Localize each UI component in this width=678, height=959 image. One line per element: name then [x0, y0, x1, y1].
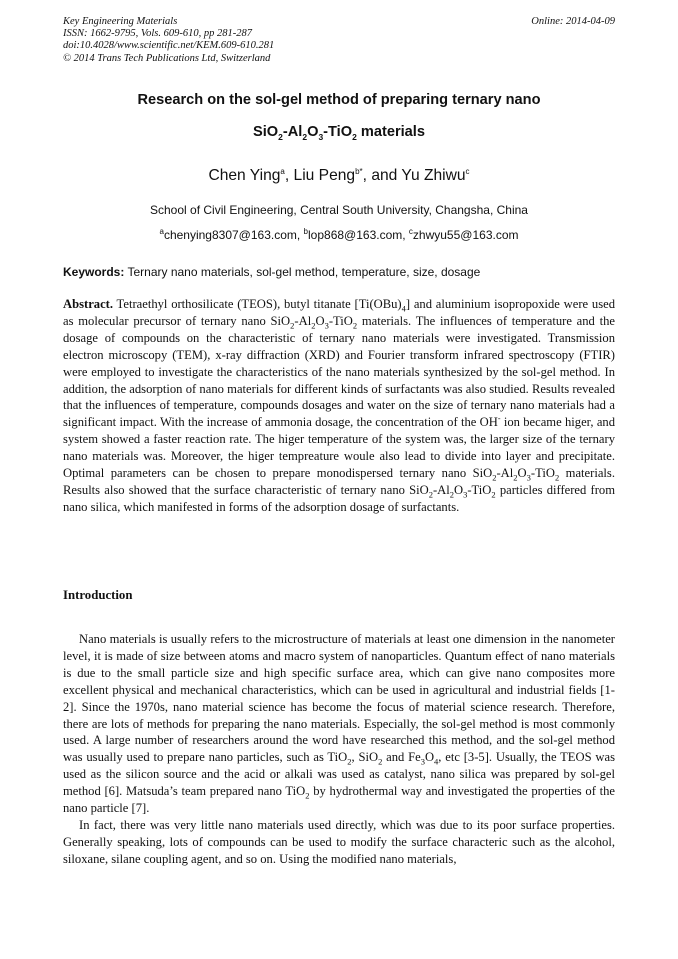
abstract-label: Abstract. [63, 297, 114, 311]
journal-name: Key Engineering Materials [63, 16, 178, 27]
affiliation: School of Civil Engineering, Central South University, Changsha, China [150, 203, 528, 217]
author-name: , and Yu Zhiwu [362, 167, 466, 184]
paper-title-line1: Research on the sol-gel method of preparing ternary nano [137, 92, 541, 108]
paragraph: Nano materials is usually refers to the microstructure of materials at least one dimension in the nanometer level, it is made of size between atoms and macro system of nanoparticles. Quantum effect of nano materials is due to the small particle size and high specific surface area, which can give nano composites more excellent physical and mechanical characteristics, which can be used in agricultural and industrial fields [1-2]. Since the 1970s, nano material science has become the focus of material science research. Therefore, there are lots of methods for preparing the nano materials. Especially, the sol-gel method is most commonly used. A large number of researchers around the word have researched this method, and the sol-gel method was usually used to prepare nano particles, such as TiO$_2$, SiO$_2$ and $Fe_3O_4$, etc [3-5]. Usually, the TEOS was used as the silicon source and the acid or alkali was used as catalyst, nano silica was prepared by sol-gel method [6]. Matsuda’s team prepared nano TiO$_2$ by hydrothermal way and investigated the properties of the nano particle [7]. [63, 632, 615, 816]
keywords-text: Ternary nano materials, sol-gel method, temperature, size, dosage [124, 265, 481, 279]
email-link[interactable]: chenying8307@163.com, [163, 228, 304, 242]
journal-issn: ISSN: 1662-9795, Vols. 609-610, pp 281-287 [63, 28, 252, 40]
keywords [63, 265, 615, 279]
author-emails: $^a$chenying8307@163.com, $^b$lop868@163.com, $^c$zhwyu55@163.com [159, 227, 519, 242]
abstract: Abstract. Tetraethyl orthosilicate (TEOS), butyl titanate $[Ti(OBu)_4]$ and aluminium isopropoxide were used as molecular precursor of ternary nano $SiO_2-Al_2O_3-TiO_2$ materials. The influences of temperature and the dosage of compounds on the characteristic of ternary nano materials were investigated. Transmission electron microscopy (TEM), x-ray diffraction (XRD) and Fourier transform infrared spectroscopy (FTIR) were employed to investigate the characteristics of the nano materials synthesized by the sol-gel method. In addition, the adsorption of nano materials for different kinds of surfactants was also studied. Results revealed that the influences of temperature, compounds dosages and water on the size of ternary nano materials had a significant impact. With the increase of ammonia dosage, the concentration of the OH- ion became higer, and system showed a faster reaction rate. The higer temperature of the system was, the larger size of the ternary nano materials was. Moreover, the higer tempreature woule also lead to divide into layer and precipitate. Optimal parameters can be chosen to prepare monodispersed ternary nano $SiO_2-Al_2O_3-TiO_2$ materials. Results also showed that the surface characteristic of ternary nano $SiO_2-Al_2O_3-TiO_2$ particles differed from nano silica, which manifested in forms of the adsorption dosage of surfactants. [63, 297, 616, 514]
email-link[interactable]: zhwyu55@163.com [412, 228, 519, 242]
section-heading-introduction: Introduction [63, 588, 133, 602]
journal-doi: doi:10.4028/www.scientific.net/KEM.609-610.281 [63, 40, 275, 52]
online-date: Online: 2014-04-09 [531, 16, 615, 27]
paper-title-line2: $SiO_2-Al_2O_3-TiO_2$ materials [253, 124, 425, 142]
author-name: , Liu Peng [284, 167, 356, 184]
introduction-body [63, 631, 615, 868]
author-list: Chen Ying$^a$, Liu Peng$^{b*}$, and Yu Zhiwu$^c$ [208, 166, 470, 184]
keywords-label: Keywords: [63, 265, 125, 279]
paragraph: In fact, there was very little nano materials used directly, which was due to its poor surface properties. Generally speaking, lots of compounds can be used to modify the surface characteric such as the alcohol, siloxane, silane coupling agent, and so on. Using the modified nano materials, [63, 817, 615, 866]
author-name: Chen Ying [208, 167, 281, 184]
email-link[interactable]: lop868@163.com, [308, 228, 409, 242]
journal-header [63, 16, 615, 65]
journal-copyright: © 2014 Trans Tech Publications Ltd, Switzerland [63, 52, 271, 64]
